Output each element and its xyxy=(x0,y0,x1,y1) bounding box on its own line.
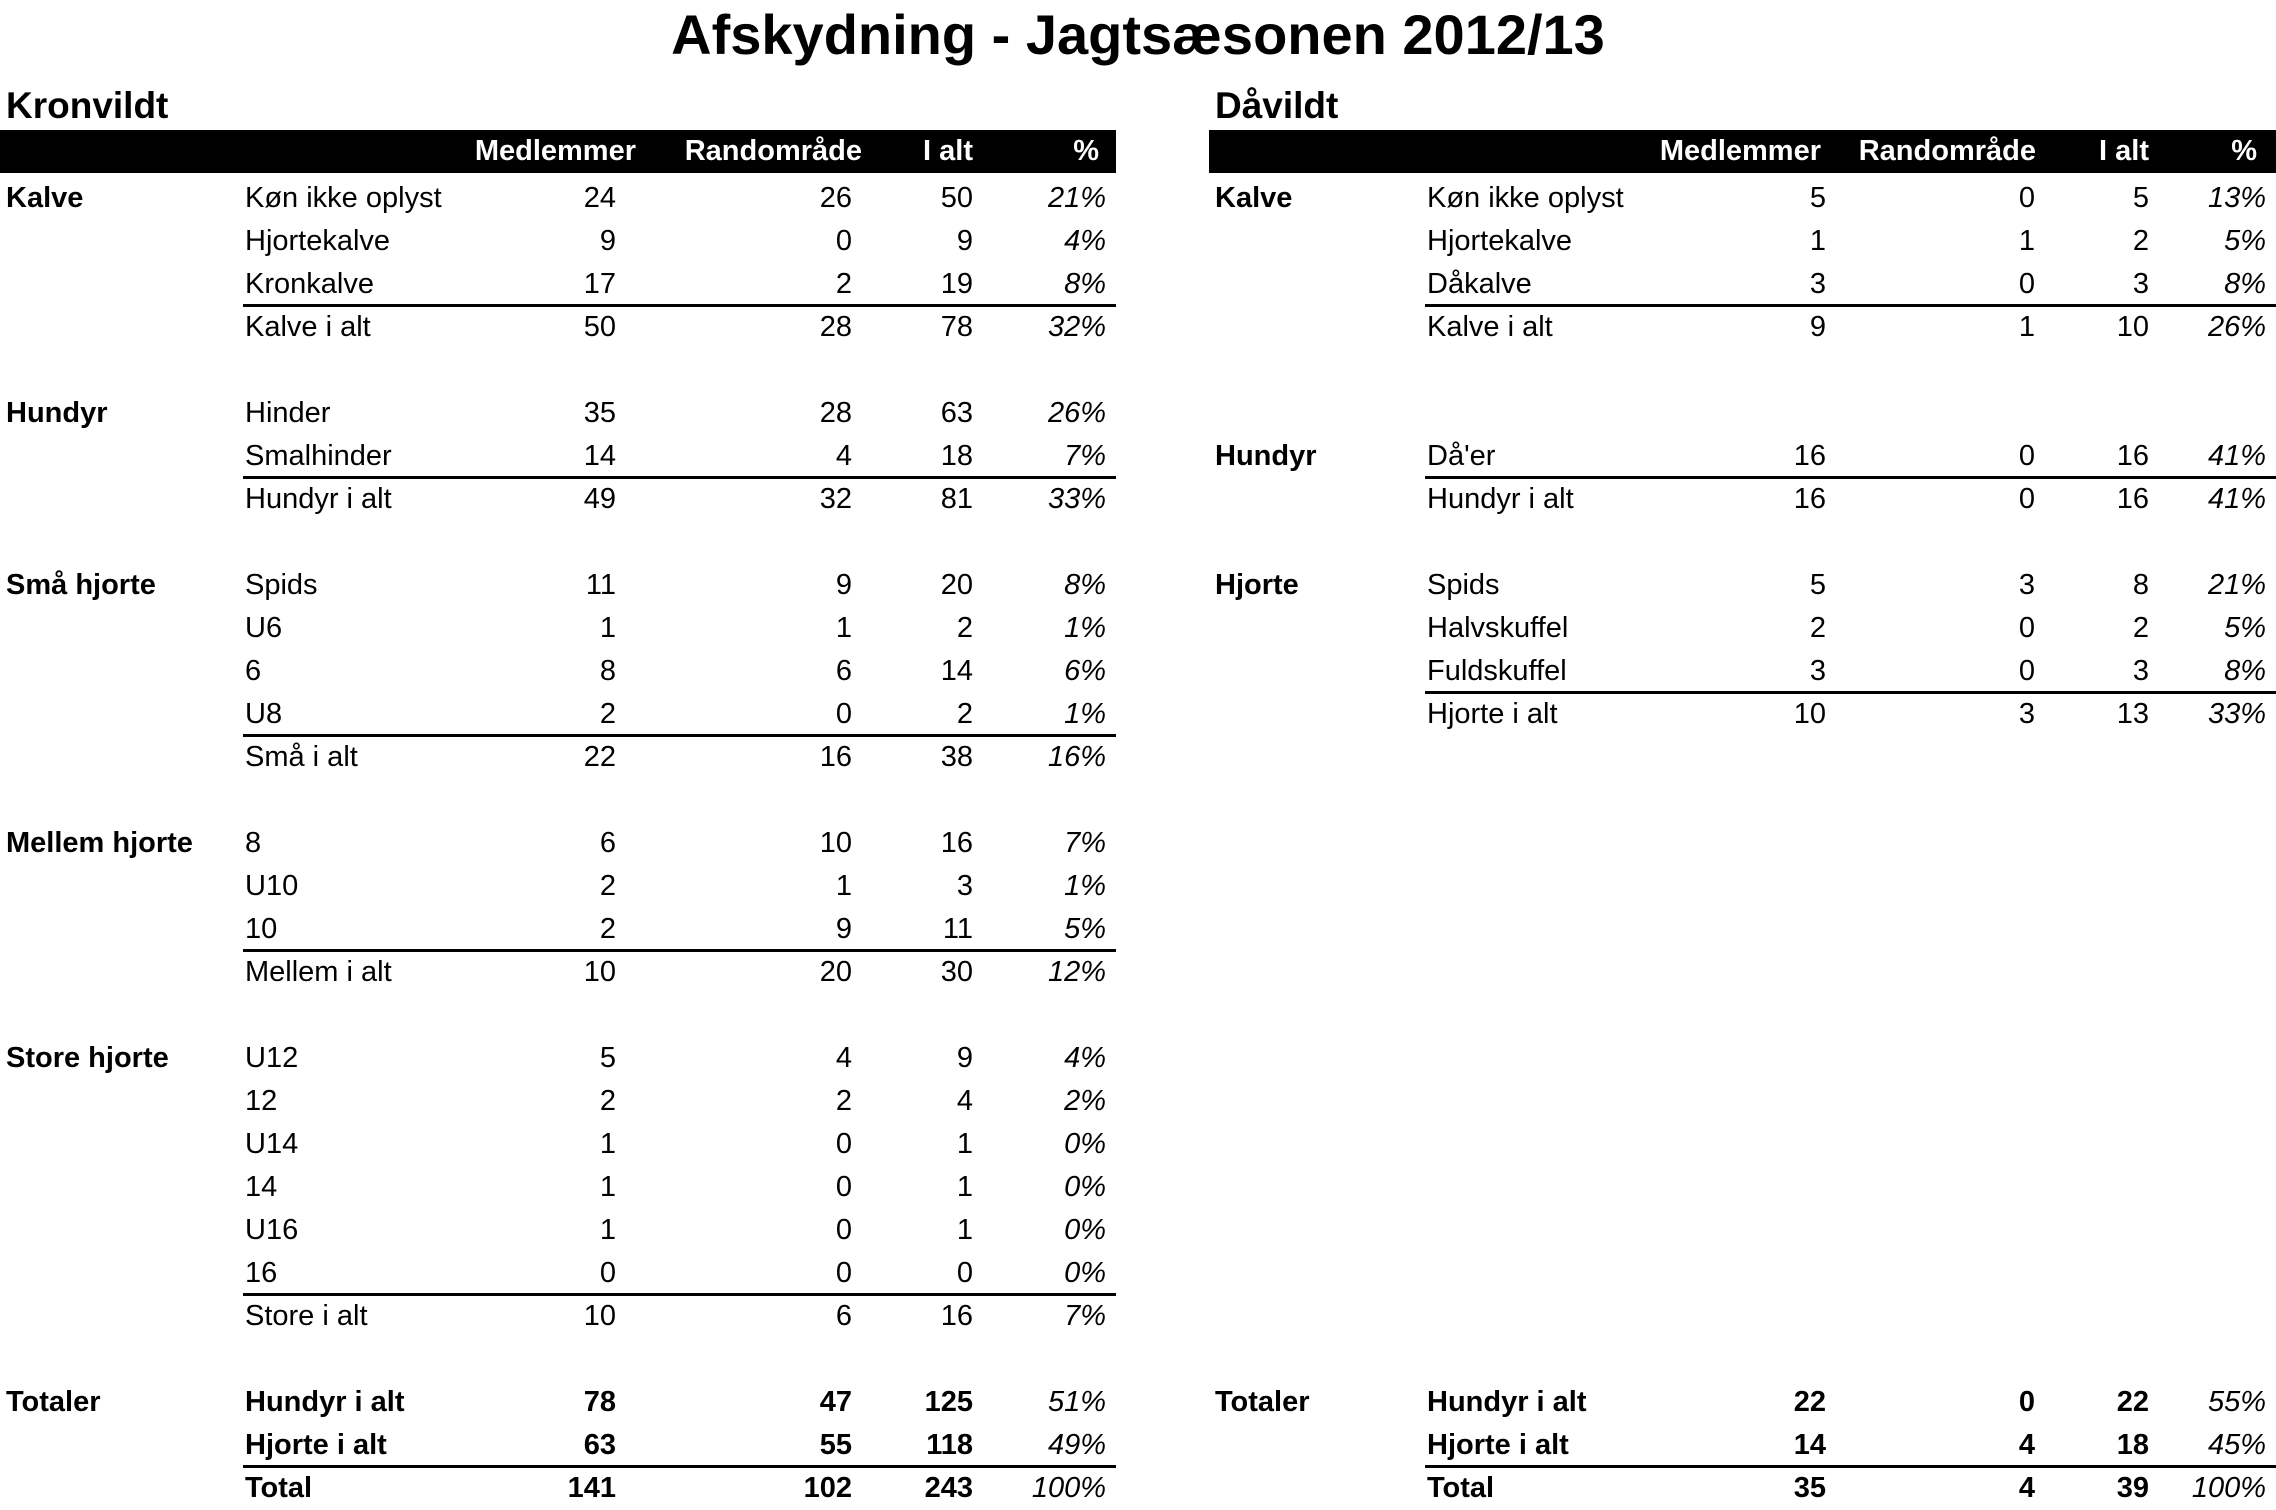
row-label: Små i alt xyxy=(245,741,358,773)
pct-value: 6% xyxy=(1064,655,1106,687)
col-i-alt: I alt xyxy=(923,135,973,167)
medlemmer-value: 24 xyxy=(583,182,616,214)
medlemmer-value: 2 xyxy=(599,698,616,730)
randomraade-value: 0 xyxy=(2018,483,2035,515)
pct-value: 49% xyxy=(1047,1429,1106,1461)
table-row xyxy=(0,1295,1116,1338)
i-alt-value: 14 xyxy=(940,655,973,687)
pct-value: 41% xyxy=(2207,483,2266,515)
row-label: 8 xyxy=(245,827,262,859)
table-row xyxy=(0,1080,1116,1123)
pct-value: 33% xyxy=(1047,483,1106,515)
i-alt-value: 125 xyxy=(924,1386,973,1418)
pct-value: 55% xyxy=(2207,1386,2266,1418)
pct-value: 7% xyxy=(1064,1300,1106,1332)
table-row xyxy=(0,650,1116,693)
row-label: Hjorte i alt xyxy=(245,1429,387,1461)
table-row xyxy=(1209,650,2276,693)
randomraade-value: 3 xyxy=(2018,569,2035,601)
medlemmer-value: 78 xyxy=(583,1386,616,1418)
kronvildt-header xyxy=(0,130,1116,173)
i-alt-value: 16 xyxy=(2116,483,2149,515)
row-label: Halvskuffel xyxy=(1427,612,1569,644)
randomraade-value: 6 xyxy=(835,1300,852,1332)
group-label: Små hjorte xyxy=(6,569,156,601)
row-label: Hjorte i alt xyxy=(1427,1429,1569,1461)
i-alt-value: 5 xyxy=(2132,182,2149,214)
pct-value: 1% xyxy=(1064,612,1106,644)
randomraade-value: 16 xyxy=(819,741,852,773)
pct-value: 0% xyxy=(1064,1171,1106,1203)
pct-value: 1% xyxy=(1064,698,1106,730)
row-label: Total xyxy=(245,1472,313,1504)
randomraade-value: 9 xyxy=(835,913,852,945)
table-row xyxy=(0,1424,1116,1467)
pct-value: 26% xyxy=(2207,311,2266,343)
row-label: U12 xyxy=(245,1042,299,1074)
divider xyxy=(243,476,1116,479)
randomraade-value: 26 xyxy=(819,182,852,214)
medlemmer-value: 35 xyxy=(1793,1472,1826,1504)
medlemmer-value: 5 xyxy=(1809,569,1826,601)
i-alt-value: 3 xyxy=(956,870,973,902)
row-label: 16 xyxy=(245,1257,278,1289)
i-alt-value: 16 xyxy=(940,1300,973,1332)
i-alt-value: 81 xyxy=(940,483,973,515)
table-row xyxy=(0,908,1116,951)
randomraade-value: 4 xyxy=(2018,1472,2035,1504)
kronvildt-title: Kronvildt xyxy=(6,85,169,126)
i-alt-value: 3 xyxy=(2132,268,2149,300)
pct-value: 16% xyxy=(1047,741,1106,773)
row-label: Dåkalve xyxy=(1427,268,1532,300)
i-alt-value: 16 xyxy=(940,827,973,859)
randomraade-value: 0 xyxy=(2018,655,2035,687)
row-label: Mellem i alt xyxy=(245,956,392,988)
col-pct: % xyxy=(2231,135,2257,167)
table-row xyxy=(0,607,1116,650)
table-row xyxy=(0,263,1116,306)
i-alt-value: 11 xyxy=(942,913,973,945)
row-label: Smalhinder xyxy=(245,440,392,472)
randomraade-value: 20 xyxy=(819,956,852,988)
table-row xyxy=(1209,693,2276,736)
medlemmer-value: 2 xyxy=(599,870,616,902)
i-alt-value: 13 xyxy=(2116,698,2149,730)
i-alt-value: 118 xyxy=(926,1429,973,1461)
medlemmer-value: 11 xyxy=(585,569,616,601)
i-alt-value: 78 xyxy=(940,311,973,343)
medlemmer-value: 16 xyxy=(1793,483,1826,515)
pct-value: 7% xyxy=(1064,440,1106,472)
row-label: Køn ikke oplyst xyxy=(245,182,442,214)
row-label: Kalve i alt xyxy=(245,311,371,343)
medlemmer-value: 6 xyxy=(599,827,616,859)
table-row xyxy=(0,220,1116,263)
divider xyxy=(243,949,1116,952)
row-label: 10 xyxy=(245,913,278,945)
row-label: Hundyr i alt xyxy=(245,1386,405,1418)
i-alt-value: 39 xyxy=(2116,1472,2149,1504)
row-label: Hundyr i alt xyxy=(245,483,392,515)
divider xyxy=(243,1465,1116,1468)
col-medlemmer: Medlemmer xyxy=(474,135,636,167)
i-alt-value: 4 xyxy=(956,1085,973,1117)
medlemmer-value: 14 xyxy=(1793,1429,1826,1461)
row-label: Hinder xyxy=(245,397,331,429)
table-row xyxy=(0,822,1116,865)
pct-value: 100% xyxy=(2191,1472,2266,1504)
pct-value: 1% xyxy=(1064,870,1106,902)
table-row xyxy=(0,736,1116,779)
table-row xyxy=(0,865,1116,908)
randomraade-value: 47 xyxy=(819,1386,852,1418)
pct-value: 51% xyxy=(1047,1386,1106,1418)
row-label: U14 xyxy=(245,1128,299,1160)
medlemmer-value: 1 xyxy=(599,1128,616,1160)
table-row xyxy=(0,392,1116,435)
randomraade-value: 1 xyxy=(2018,311,2035,343)
table-row xyxy=(0,478,1116,521)
randomraade-value: 10 xyxy=(819,827,852,859)
table-row xyxy=(0,564,1116,607)
randomraade-value: 0 xyxy=(835,698,852,730)
row-label: Fuldskuffel xyxy=(1427,655,1567,687)
row-label: 14 xyxy=(245,1171,278,1203)
table-row xyxy=(0,1381,1116,1424)
table-row xyxy=(1209,306,2276,349)
table-row xyxy=(1209,263,2276,306)
row-label: 6 xyxy=(245,655,262,687)
pct-value: 8% xyxy=(1064,268,1106,300)
row-label: Då'er xyxy=(1427,440,1496,472)
i-alt-value: 20 xyxy=(940,569,973,601)
medlemmer-value: 1 xyxy=(599,1214,616,1246)
table-row xyxy=(0,1166,1116,1209)
table-row xyxy=(1209,1381,2276,1424)
i-alt-value: 1 xyxy=(956,1128,973,1160)
i-alt-value: 2 xyxy=(2132,612,2149,644)
randomraade-value: 0 xyxy=(2018,1386,2035,1418)
row-label: Hundyr i alt xyxy=(1427,483,1574,515)
randomraade-value: 4 xyxy=(835,1042,852,1074)
i-alt-value: 8 xyxy=(2132,569,2149,601)
randomraade-value: 0 xyxy=(2018,612,2035,644)
pct-value: 0% xyxy=(1064,1214,1106,1246)
group-label: Hjorte xyxy=(1215,569,1299,601)
table-row xyxy=(0,306,1116,349)
row-label: Hundyr i alt xyxy=(1427,1386,1587,1418)
pct-value: 13% xyxy=(2207,182,2266,214)
medlemmer-value: 1 xyxy=(599,1171,616,1203)
row-label: Kronkalve xyxy=(245,268,374,300)
daavildt-header xyxy=(1209,130,2276,173)
medlemmer-value: 22 xyxy=(583,741,616,773)
pct-value: 4% xyxy=(1064,1042,1106,1074)
pct-value: 0% xyxy=(1064,1257,1106,1289)
pct-value: 7% xyxy=(1064,827,1106,859)
medlemmer-value: 9 xyxy=(599,225,616,257)
table-row xyxy=(1209,1424,2276,1467)
randomraade-value: 0 xyxy=(835,1214,852,1246)
i-alt-value: 2 xyxy=(2132,225,2149,257)
row-label: U10 xyxy=(245,870,299,902)
pct-value: 5% xyxy=(1064,913,1106,945)
table-row xyxy=(0,1037,1116,1080)
row-label: U8 xyxy=(245,698,283,730)
medlemmer-value: 3 xyxy=(1809,655,1826,687)
table-row xyxy=(0,435,1116,478)
row-label: Spids xyxy=(1427,569,1500,601)
i-alt-value: 0 xyxy=(956,1257,973,1289)
randomraade-value: 32 xyxy=(819,483,852,515)
table-row xyxy=(0,1252,1116,1295)
pct-value: 21% xyxy=(1047,182,1106,214)
pct-value: 8% xyxy=(1064,569,1106,601)
i-alt-value: 18 xyxy=(940,440,973,472)
pct-value: 5% xyxy=(2224,612,2266,644)
row-label: Total xyxy=(1427,1472,1495,1504)
pct-value: 2% xyxy=(1064,1085,1106,1117)
pct-value: 8% xyxy=(2224,655,2266,687)
table-row xyxy=(1209,564,2276,607)
randomraade-value: 4 xyxy=(2018,1429,2035,1461)
row-label: Hjortekalve xyxy=(245,225,391,257)
randomraade-value: 28 xyxy=(819,397,852,429)
medlemmer-value: 14 xyxy=(583,440,616,472)
group-label: Store hjorte xyxy=(6,1042,169,1074)
table-row xyxy=(1209,478,2276,521)
group-label: Totaler xyxy=(6,1386,101,1418)
divider xyxy=(243,304,1116,307)
table-row xyxy=(0,1123,1116,1166)
i-alt-value: 50 xyxy=(940,182,973,214)
i-alt-value: 1 xyxy=(956,1171,973,1203)
i-alt-value: 10 xyxy=(2116,311,2149,343)
i-alt-value: 63 xyxy=(940,397,973,429)
randomraade-value: 6 xyxy=(835,655,852,687)
group-label: Hundyr xyxy=(6,397,108,429)
row-label: 12 xyxy=(245,1085,278,1117)
row-label: Køn ikke oplyst xyxy=(1427,182,1624,214)
i-alt-value: 2 xyxy=(956,698,973,730)
table-row xyxy=(1209,435,2276,478)
randomraade-value: 0 xyxy=(835,1257,852,1289)
randomraade-value: 0 xyxy=(835,1171,852,1203)
medlemmer-value: 141 xyxy=(567,1472,616,1504)
pct-value: 100% xyxy=(1031,1472,1106,1504)
table-row xyxy=(1209,607,2276,650)
medlemmer-value: 2 xyxy=(599,1085,616,1117)
medlemmer-value: 10 xyxy=(583,1300,616,1332)
group-label: Mellem hjorte xyxy=(6,827,193,859)
divider xyxy=(243,734,1116,737)
row-label: Store i alt xyxy=(245,1300,368,1332)
table-row xyxy=(1209,220,2276,263)
row-label: Hjortekalve xyxy=(1427,225,1573,257)
i-alt-value: 19 xyxy=(940,268,973,300)
randomraade-value: 0 xyxy=(835,225,852,257)
table-row xyxy=(0,1209,1116,1252)
medlemmer-value: 1 xyxy=(599,612,616,644)
group-label: Totaler xyxy=(1215,1386,1310,1418)
pct-value: 5% xyxy=(2224,225,2266,257)
pct-value: 4% xyxy=(1064,225,1106,257)
randomraade-value: 0 xyxy=(2018,440,2035,472)
i-alt-value: 38 xyxy=(940,741,973,773)
divider xyxy=(1425,1465,2276,1468)
pct-value: 41% xyxy=(2207,440,2266,472)
pct-value: 8% xyxy=(2224,268,2266,300)
table-row xyxy=(0,951,1116,994)
page-title: Afskydning - Jagtsæsonen 2012/13 xyxy=(671,3,1605,66)
randomraade-value: 1 xyxy=(835,612,852,644)
i-alt-value: 18 xyxy=(2116,1429,2149,1461)
i-alt-value: 3 xyxy=(2132,655,2149,687)
medlemmer-value: 5 xyxy=(599,1042,616,1074)
group-label: Kalve xyxy=(6,182,84,214)
col-randomraade: Randområde xyxy=(684,135,862,167)
randomraade-value: 0 xyxy=(2018,182,2035,214)
medlemmer-value: 63 xyxy=(583,1429,616,1461)
i-alt-value: 16 xyxy=(2116,440,2149,472)
divider xyxy=(1425,691,2276,694)
pct-value: 33% xyxy=(2207,698,2266,730)
randomraade-value: 1 xyxy=(835,870,852,902)
pct-value: 0% xyxy=(1064,1128,1106,1160)
i-alt-value: 2 xyxy=(956,612,973,644)
group-label: Kalve xyxy=(1215,182,1293,214)
group-label: Hundyr xyxy=(1215,440,1317,472)
randomraade-value: 0 xyxy=(2018,268,2035,300)
medlemmer-value: 2 xyxy=(599,913,616,945)
table-row xyxy=(0,177,1116,220)
randomraade-value: 102 xyxy=(803,1472,852,1504)
row-label: Hjorte i alt xyxy=(1427,698,1558,730)
medlemmer-value: 8 xyxy=(599,655,616,687)
randomraade-value: 28 xyxy=(819,311,852,343)
medlemmer-value: 22 xyxy=(1793,1386,1826,1418)
medlemmer-value: 50 xyxy=(583,311,616,343)
medlemmer-value: 1 xyxy=(1809,225,1826,257)
medlemmer-value: 17 xyxy=(583,268,616,300)
medlemmer-value: 0 xyxy=(599,1257,616,1289)
col-pct: % xyxy=(1073,135,1099,167)
table-row xyxy=(1209,177,2276,220)
randomraade-value: 2 xyxy=(835,268,852,300)
pct-value: 21% xyxy=(2207,569,2266,601)
col-randomraade: Randområde xyxy=(1858,135,2036,167)
i-alt-value: 1 xyxy=(956,1214,973,1246)
medlemmer-value: 16 xyxy=(1793,440,1826,472)
medlemmer-value: 2 xyxy=(1809,612,1826,644)
randomraade-value: 0 xyxy=(835,1128,852,1160)
i-alt-value: 243 xyxy=(924,1472,973,1504)
medlemmer-value: 10 xyxy=(1793,698,1826,730)
daavildt-title: Dåvildt xyxy=(1215,85,1339,126)
medlemmer-value: 49 xyxy=(583,483,616,515)
divider xyxy=(1425,476,2276,479)
randomraade-value: 3 xyxy=(2018,698,2035,730)
row-label: Kalve i alt xyxy=(1427,311,1553,343)
divider xyxy=(243,1293,1116,1296)
i-alt-value: 30 xyxy=(940,956,973,988)
pct-value: 45% xyxy=(2207,1429,2266,1461)
pct-value: 12% xyxy=(1047,956,1106,988)
medlemmer-value: 3 xyxy=(1809,268,1826,300)
medlemmer-value: 9 xyxy=(1809,311,1826,343)
row-label: Spids xyxy=(245,569,318,601)
pct-value: 26% xyxy=(1047,397,1106,429)
randomraade-value: 55 xyxy=(819,1429,852,1461)
table-row xyxy=(1209,1467,2276,1510)
randomraade-value: 1 xyxy=(2018,225,2035,257)
randomraade-value: 9 xyxy=(835,569,852,601)
medlemmer-value: 35 xyxy=(583,397,616,429)
i-alt-value: 9 xyxy=(956,1042,973,1074)
col-i-alt: I alt xyxy=(2099,135,2149,167)
i-alt-value: 9 xyxy=(956,225,973,257)
table-row xyxy=(0,693,1116,736)
medlemmer-value: 5 xyxy=(1809,182,1826,214)
table-row xyxy=(0,1467,1116,1510)
row-label: U6 xyxy=(245,612,283,644)
i-alt-value: 22 xyxy=(2116,1386,2149,1418)
divider xyxy=(1425,304,2276,307)
medlemmer-value: 10 xyxy=(583,956,616,988)
randomraade-value: 4 xyxy=(835,440,852,472)
pct-value: 32% xyxy=(1047,311,1106,343)
randomraade-value: 2 xyxy=(835,1085,852,1117)
col-medlemmer: Medlemmer xyxy=(1659,135,1821,167)
row-label: U16 xyxy=(245,1214,299,1246)
